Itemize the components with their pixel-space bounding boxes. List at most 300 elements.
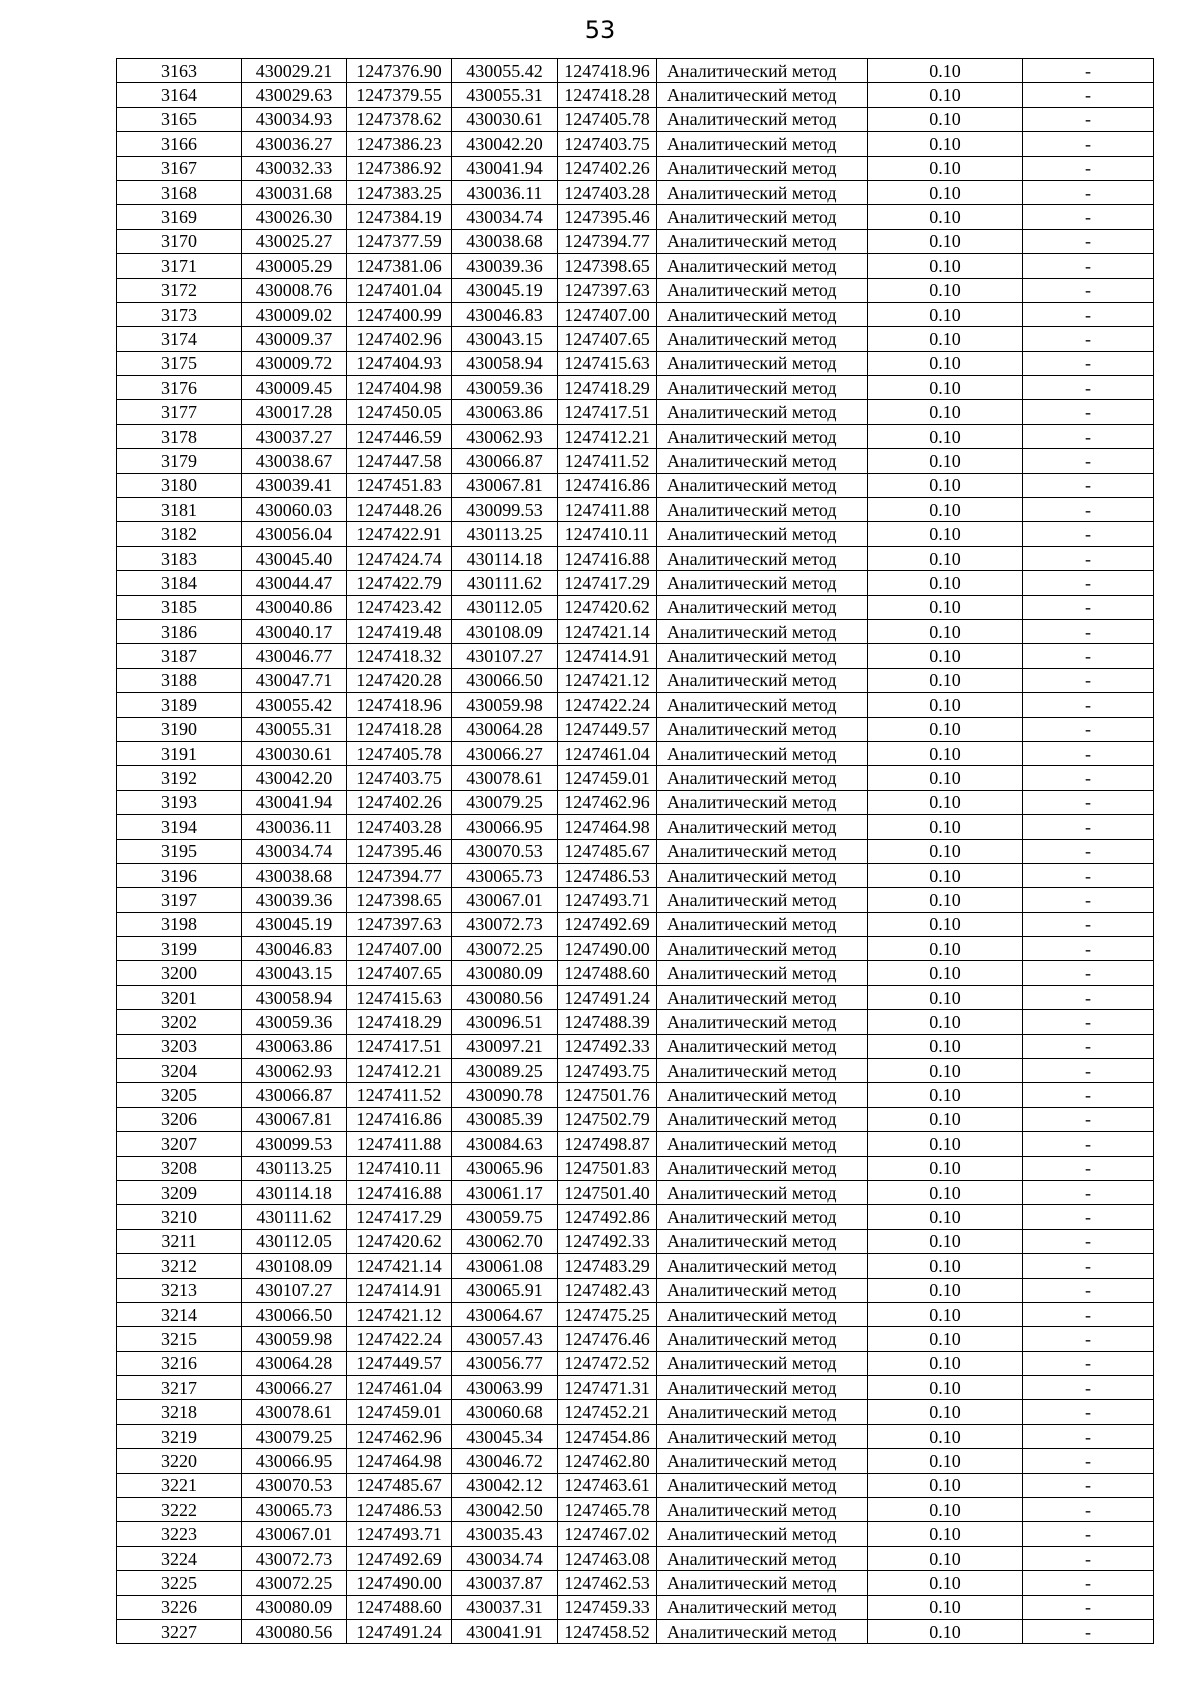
point-number-cell: 3199	[117, 937, 242, 961]
point-number-cell: 3189	[117, 693, 242, 717]
table-row	[117, 839, 1154, 863]
x-end-cell: 430061.08	[452, 1254, 558, 1278]
x-end-cell: 430042.12	[452, 1473, 558, 1497]
method-cell: Аналитический метод	[657, 1376, 868, 1400]
x-end-cell: 430072.73	[452, 912, 558, 936]
method-cell: Аналитический метод	[657, 1424, 868, 1448]
x-start-cell: 430042.20	[242, 766, 347, 790]
x-end-cell: 430034.74	[452, 205, 558, 229]
accuracy-cell: 0.10	[868, 254, 1023, 278]
accuracy-cell: 0.10	[868, 1254, 1023, 1278]
table-row	[117, 1229, 1154, 1253]
y-start-cell: 1247383.25	[347, 180, 452, 204]
x-start-cell: 430055.31	[242, 717, 347, 741]
x-start-cell: 430040.17	[242, 619, 347, 643]
x-start-cell: 430062.93	[242, 1059, 347, 1083]
x-end-cell: 430085.39	[452, 1107, 558, 1131]
point-number-cell: 3182	[117, 522, 242, 546]
point-number-cell: 3204	[117, 1059, 242, 1083]
method-cell: Аналитический метод	[657, 1449, 868, 1473]
y-end-cell: 1247488.60	[558, 961, 657, 985]
accuracy-cell: 0.10	[868, 1229, 1023, 1253]
method-cell: Аналитический метод	[657, 229, 868, 253]
y-end-cell: 1247461.04	[558, 741, 657, 765]
y-start-cell: 1247488.60	[347, 1595, 452, 1619]
coordinates-table	[116, 58, 1154, 1644]
method-cell: Аналитический метод	[657, 717, 868, 741]
y-end-cell: 1247407.65	[558, 327, 657, 351]
y-end-cell: 1247411.88	[558, 498, 657, 522]
table-row	[117, 1327, 1154, 1351]
x-start-cell: 430043.15	[242, 961, 347, 985]
x-end-cell: 430058.94	[452, 351, 558, 375]
table-row	[117, 961, 1154, 985]
y-start-cell: 1247395.46	[347, 839, 452, 863]
accuracy-cell: 0.10	[868, 1180, 1023, 1204]
x-start-cell: 430041.94	[242, 790, 347, 814]
accuracy-cell: 0.10	[868, 449, 1023, 473]
accuracy-cell: 0.10	[868, 376, 1023, 400]
point-number-cell: 3188	[117, 668, 242, 692]
note-cell: -	[1023, 1595, 1154, 1619]
y-start-cell: 1247486.53	[347, 1498, 452, 1522]
point-number-cell: 3175	[117, 351, 242, 375]
method-cell: Аналитический метод	[657, 132, 868, 156]
accuracy-cell: 0.10	[868, 693, 1023, 717]
page-number: 53	[584, 16, 616, 44]
y-end-cell: 1247405.78	[558, 107, 657, 131]
y-end-cell: 1247462.53	[558, 1571, 657, 1595]
method-cell: Аналитический метод	[657, 693, 868, 717]
x-start-cell: 430080.56	[242, 1620, 347, 1644]
table-row	[117, 1400, 1154, 1424]
table-row	[117, 59, 1154, 83]
x-start-cell: 430039.36	[242, 888, 347, 912]
point-number-cell: 3187	[117, 644, 242, 668]
y-start-cell: 1247417.29	[347, 1205, 452, 1229]
point-number-cell: 3217	[117, 1376, 242, 1400]
accuracy-cell: 0.10	[868, 424, 1023, 448]
accuracy-cell: 0.10	[868, 107, 1023, 131]
x-start-cell: 430008.76	[242, 278, 347, 302]
method-cell: Аналитический метод	[657, 766, 868, 790]
y-start-cell: 1247416.88	[347, 1180, 452, 1204]
accuracy-cell: 0.10	[868, 1522, 1023, 1546]
method-cell: Аналитический метод	[657, 644, 868, 668]
accuracy-cell: 0.10	[868, 302, 1023, 326]
note-cell: -	[1023, 1498, 1154, 1522]
table-row	[117, 571, 1154, 595]
point-number-cell: 3200	[117, 961, 242, 985]
y-end-cell: 1247464.98	[558, 815, 657, 839]
x-start-cell: 430078.61	[242, 1400, 347, 1424]
x-end-cell: 430065.91	[452, 1278, 558, 1302]
x-start-cell: 430067.81	[242, 1107, 347, 1131]
y-end-cell: 1247418.28	[558, 83, 657, 107]
y-end-cell: 1247422.24	[558, 693, 657, 717]
accuracy-cell: 0.10	[868, 1376, 1023, 1400]
method-cell: Аналитический метод	[657, 1059, 868, 1083]
accuracy-cell: 0.10	[868, 619, 1023, 643]
x-end-cell: 430037.87	[452, 1571, 558, 1595]
note-cell: -	[1023, 278, 1154, 302]
table-row	[117, 1083, 1154, 1107]
note-cell: -	[1023, 595, 1154, 619]
x-end-cell: 430084.63	[452, 1132, 558, 1156]
x-start-cell: 430029.21	[242, 59, 347, 83]
y-end-cell: 1247476.46	[558, 1327, 657, 1351]
x-start-cell: 430034.74	[242, 839, 347, 863]
x-end-cell: 430057.43	[452, 1327, 558, 1351]
x-start-cell: 430066.50	[242, 1302, 347, 1326]
point-number-cell: 3177	[117, 400, 242, 424]
y-start-cell: 1247376.90	[347, 59, 452, 83]
note-cell: -	[1023, 1400, 1154, 1424]
method-cell: Аналитический метод	[657, 1473, 868, 1497]
y-start-cell: 1247379.55	[347, 83, 452, 107]
x-end-cell: 430045.19	[452, 278, 558, 302]
x-end-cell: 430089.25	[452, 1059, 558, 1083]
table-row	[117, 83, 1154, 107]
note-cell: -	[1023, 1473, 1154, 1497]
x-end-cell: 430066.95	[452, 815, 558, 839]
table-row	[117, 1180, 1154, 1204]
note-cell: -	[1023, 473, 1154, 497]
y-end-cell: 1247417.29	[558, 571, 657, 595]
note-cell: -	[1023, 180, 1154, 204]
method-cell: Аналитический метод	[657, 424, 868, 448]
x-start-cell: 430114.18	[242, 1180, 347, 1204]
method-cell: Аналитический метод	[657, 1034, 868, 1058]
accuracy-cell: 0.10	[868, 1059, 1023, 1083]
note-cell: -	[1023, 498, 1154, 522]
x-end-cell: 430059.36	[452, 376, 558, 400]
note-cell: -	[1023, 229, 1154, 253]
point-number-cell: 3207	[117, 1132, 242, 1156]
point-number-cell: 3184	[117, 571, 242, 595]
point-number-cell: 3209	[117, 1180, 242, 1204]
table-row	[117, 815, 1154, 839]
x-end-cell: 430045.34	[452, 1424, 558, 1448]
point-number-cell: 3225	[117, 1571, 242, 1595]
accuracy-cell: 0.10	[868, 522, 1023, 546]
accuracy-cell: 0.10	[868, 1083, 1023, 1107]
note-cell: -	[1023, 156, 1154, 180]
y-start-cell: 1247462.96	[347, 1424, 452, 1448]
y-start-cell: 1247405.78	[347, 741, 452, 765]
accuracy-cell: 0.10	[868, 1571, 1023, 1595]
method-cell: Аналитический метод	[657, 376, 868, 400]
x-end-cell: 430064.28	[452, 717, 558, 741]
y-start-cell: 1247404.98	[347, 376, 452, 400]
point-number-cell: 3179	[117, 449, 242, 473]
method-cell: Аналитический метод	[657, 985, 868, 1009]
note-cell: -	[1023, 1010, 1154, 1034]
method-cell: Аналитический метод	[657, 1083, 868, 1107]
x-end-cell: 430036.11	[452, 180, 558, 204]
note-cell: -	[1023, 59, 1154, 83]
x-end-cell: 430062.93	[452, 424, 558, 448]
y-start-cell: 1247424.74	[347, 546, 452, 570]
note-cell: -	[1023, 376, 1154, 400]
table-row	[117, 1132, 1154, 1156]
note-cell: -	[1023, 327, 1154, 351]
accuracy-cell: 0.10	[868, 1034, 1023, 1058]
x-start-cell: 430026.30	[242, 205, 347, 229]
x-start-cell: 430047.71	[242, 668, 347, 692]
x-start-cell: 430066.95	[242, 1449, 347, 1473]
table-row	[117, 1571, 1154, 1595]
x-start-cell: 430111.62	[242, 1205, 347, 1229]
y-start-cell: 1247420.62	[347, 1229, 452, 1253]
table-row	[117, 1522, 1154, 1546]
table-row	[117, 1351, 1154, 1375]
table-row	[117, 1059, 1154, 1083]
x-start-cell: 430072.25	[242, 1571, 347, 1595]
method-cell: Аналитический метод	[657, 1327, 868, 1351]
point-number-cell: 3218	[117, 1400, 242, 1424]
table-row	[117, 1498, 1154, 1522]
accuracy-cell: 0.10	[868, 1205, 1023, 1229]
x-start-cell: 430029.63	[242, 83, 347, 107]
accuracy-cell: 0.10	[868, 1400, 1023, 1424]
x-end-cell: 430037.31	[452, 1595, 558, 1619]
table-row	[117, 254, 1154, 278]
y-start-cell: 1247422.24	[347, 1327, 452, 1351]
point-number-cell: 3181	[117, 498, 242, 522]
method-cell: Аналитический метод	[657, 180, 868, 204]
x-end-cell: 430065.73	[452, 863, 558, 887]
y-end-cell: 1247414.91	[558, 644, 657, 668]
x-start-cell: 430063.86	[242, 1034, 347, 1058]
x-start-cell: 430058.94	[242, 985, 347, 1009]
point-number-cell: 3221	[117, 1473, 242, 1497]
x-start-cell: 430005.29	[242, 254, 347, 278]
note-cell: -	[1023, 619, 1154, 643]
note-cell: -	[1023, 449, 1154, 473]
x-end-cell: 430039.36	[452, 254, 558, 278]
y-start-cell: 1247403.75	[347, 766, 452, 790]
table-body	[117, 59, 1154, 1644]
y-start-cell: 1247411.88	[347, 1132, 452, 1156]
accuracy-cell: 0.10	[868, 1473, 1023, 1497]
y-start-cell: 1247420.28	[347, 668, 452, 692]
method-cell: Аналитический метод	[657, 156, 868, 180]
point-number-cell: 3213	[117, 1278, 242, 1302]
note-cell: -	[1023, 912, 1154, 936]
method-cell: Аналитический метод	[657, 327, 868, 351]
method-cell: Аналитический метод	[657, 668, 868, 692]
point-number-cell: 3227	[117, 1620, 242, 1644]
note-cell: -	[1023, 1620, 1154, 1644]
y-end-cell: 1247472.52	[558, 1351, 657, 1375]
x-end-cell: 430046.72	[452, 1449, 558, 1473]
point-number-cell: 3203	[117, 1034, 242, 1058]
note-cell: -	[1023, 888, 1154, 912]
point-number-cell: 3214	[117, 1302, 242, 1326]
point-number-cell: 3163	[117, 59, 242, 83]
accuracy-cell: 0.10	[868, 1327, 1023, 1351]
x-start-cell: 430031.68	[242, 180, 347, 204]
y-end-cell: 1247492.86	[558, 1205, 657, 1229]
accuracy-cell: 0.10	[868, 912, 1023, 936]
note-cell: -	[1023, 668, 1154, 692]
point-number-cell: 3201	[117, 985, 242, 1009]
y-start-cell: 1247492.69	[347, 1546, 452, 1570]
method-cell: Аналитический метод	[657, 1400, 868, 1424]
table-row	[117, 1156, 1154, 1180]
x-end-cell: 430111.62	[452, 571, 558, 595]
y-start-cell: 1247485.67	[347, 1473, 452, 1497]
note-cell: -	[1023, 1107, 1154, 1131]
y-start-cell: 1247422.79	[347, 571, 452, 595]
y-end-cell: 1247410.11	[558, 522, 657, 546]
table-row	[117, 351, 1154, 375]
point-number-cell: 3191	[117, 741, 242, 765]
method-cell: Аналитический метод	[657, 815, 868, 839]
y-end-cell: 1247454.86	[558, 1424, 657, 1448]
x-end-cell: 430055.31	[452, 83, 558, 107]
x-start-cell: 430025.27	[242, 229, 347, 253]
accuracy-cell: 0.10	[868, 180, 1023, 204]
x-end-cell: 430041.91	[452, 1620, 558, 1644]
point-number-cell: 3216	[117, 1351, 242, 1375]
y-end-cell: 1247492.33	[558, 1034, 657, 1058]
y-end-cell: 1247421.14	[558, 619, 657, 643]
accuracy-cell: 0.10	[868, 1132, 1023, 1156]
method-cell: Аналитический метод	[657, 595, 868, 619]
x-end-cell: 430034.74	[452, 1546, 558, 1570]
accuracy-cell: 0.10	[868, 83, 1023, 107]
note-cell: -	[1023, 863, 1154, 887]
table-row	[117, 1302, 1154, 1326]
x-start-cell: 430070.53	[242, 1473, 347, 1497]
accuracy-cell: 0.10	[868, 790, 1023, 814]
table-row	[117, 1107, 1154, 1131]
y-end-cell: 1247407.00	[558, 302, 657, 326]
note-cell: -	[1023, 1034, 1154, 1058]
note-cell: -	[1023, 717, 1154, 741]
method-cell: Аналитический метод	[657, 205, 868, 229]
y-start-cell: 1247386.23	[347, 132, 452, 156]
x-start-cell: 430044.47	[242, 571, 347, 595]
accuracy-cell: 0.10	[868, 132, 1023, 156]
note-cell: -	[1023, 424, 1154, 448]
note-cell: -	[1023, 1302, 1154, 1326]
y-start-cell: 1247419.48	[347, 619, 452, 643]
point-number-cell: 3180	[117, 473, 242, 497]
point-number-cell: 3178	[117, 424, 242, 448]
x-start-cell: 430066.27	[242, 1376, 347, 1400]
method-cell: Аналитический метод	[657, 546, 868, 570]
x-end-cell: 430042.20	[452, 132, 558, 156]
y-end-cell: 1247421.12	[558, 668, 657, 692]
method-cell: Аналитический метод	[657, 1229, 868, 1253]
table-row	[117, 498, 1154, 522]
point-number-cell: 3226	[117, 1595, 242, 1619]
table-row	[117, 1278, 1154, 1302]
note-cell: -	[1023, 1376, 1154, 1400]
y-end-cell: 1247491.24	[558, 985, 657, 1009]
point-number-cell: 3196	[117, 863, 242, 887]
note-cell: -	[1023, 985, 1154, 1009]
y-start-cell: 1247384.19	[347, 205, 452, 229]
table-row	[117, 985, 1154, 1009]
x-end-cell: 430080.56	[452, 985, 558, 1009]
x-start-cell: 430045.40	[242, 546, 347, 570]
note-cell: -	[1023, 83, 1154, 107]
y-start-cell: 1247377.59	[347, 229, 452, 253]
x-end-cell: 430067.01	[452, 888, 558, 912]
y-start-cell: 1247378.62	[347, 107, 452, 131]
y-start-cell: 1247449.57	[347, 1351, 452, 1375]
table-row	[117, 1424, 1154, 1448]
x-start-cell: 430034.93	[242, 107, 347, 131]
y-end-cell: 1247418.96	[558, 59, 657, 83]
method-cell: Аналитический метод	[657, 1278, 868, 1302]
point-number-cell: 3176	[117, 376, 242, 400]
table-row	[117, 1449, 1154, 1473]
y-end-cell: 1247403.28	[558, 180, 657, 204]
table-row	[117, 107, 1154, 131]
accuracy-cell: 0.10	[868, 1010, 1023, 1034]
y-start-cell: 1247417.51	[347, 1034, 452, 1058]
method-cell: Аналитический метод	[657, 1595, 868, 1619]
point-number-cell: 3172	[117, 278, 242, 302]
note-cell: -	[1023, 1254, 1154, 1278]
x-start-cell: 430045.19	[242, 912, 347, 936]
accuracy-cell: 0.10	[868, 644, 1023, 668]
accuracy-cell: 0.10	[868, 1302, 1023, 1326]
method-cell: Аналитический метод	[657, 1302, 868, 1326]
x-start-cell: 430072.73	[242, 1546, 347, 1570]
note-cell: -	[1023, 1327, 1154, 1351]
table-row	[117, 205, 1154, 229]
note-cell: -	[1023, 107, 1154, 131]
point-number-cell: 3194	[117, 815, 242, 839]
accuracy-cell: 0.10	[868, 498, 1023, 522]
y-start-cell: 1247451.83	[347, 473, 452, 497]
y-start-cell: 1247402.96	[347, 327, 452, 351]
point-number-cell: 3212	[117, 1254, 242, 1278]
table-row	[117, 156, 1154, 180]
table-row	[117, 790, 1154, 814]
accuracy-cell: 0.10	[868, 668, 1023, 692]
note-cell: -	[1023, 1229, 1154, 1253]
y-end-cell: 1247485.67	[558, 839, 657, 863]
table-row	[117, 1034, 1154, 1058]
accuracy-cell: 0.10	[868, 717, 1023, 741]
method-cell: Аналитический метод	[657, 839, 868, 863]
method-cell: Аналитический метод	[657, 961, 868, 985]
x-start-cell: 430036.27	[242, 132, 347, 156]
table-row	[117, 1376, 1154, 1400]
point-number-cell: 3202	[117, 1010, 242, 1034]
y-end-cell: 1247486.53	[558, 863, 657, 887]
method-cell: Аналитический метод	[657, 278, 868, 302]
method-cell: Аналитический метод	[657, 1620, 868, 1644]
table-row	[117, 717, 1154, 741]
x-end-cell: 430062.70	[452, 1229, 558, 1253]
x-end-cell: 430079.25	[452, 790, 558, 814]
y-start-cell: 1247402.26	[347, 790, 452, 814]
point-number-cell: 3164	[117, 83, 242, 107]
accuracy-cell: 0.10	[868, 839, 1023, 863]
y-end-cell: 1247394.77	[558, 229, 657, 253]
point-number-cell: 3198	[117, 912, 242, 936]
y-start-cell: 1247421.14	[347, 1254, 452, 1278]
accuracy-cell: 0.10	[868, 1278, 1023, 1302]
